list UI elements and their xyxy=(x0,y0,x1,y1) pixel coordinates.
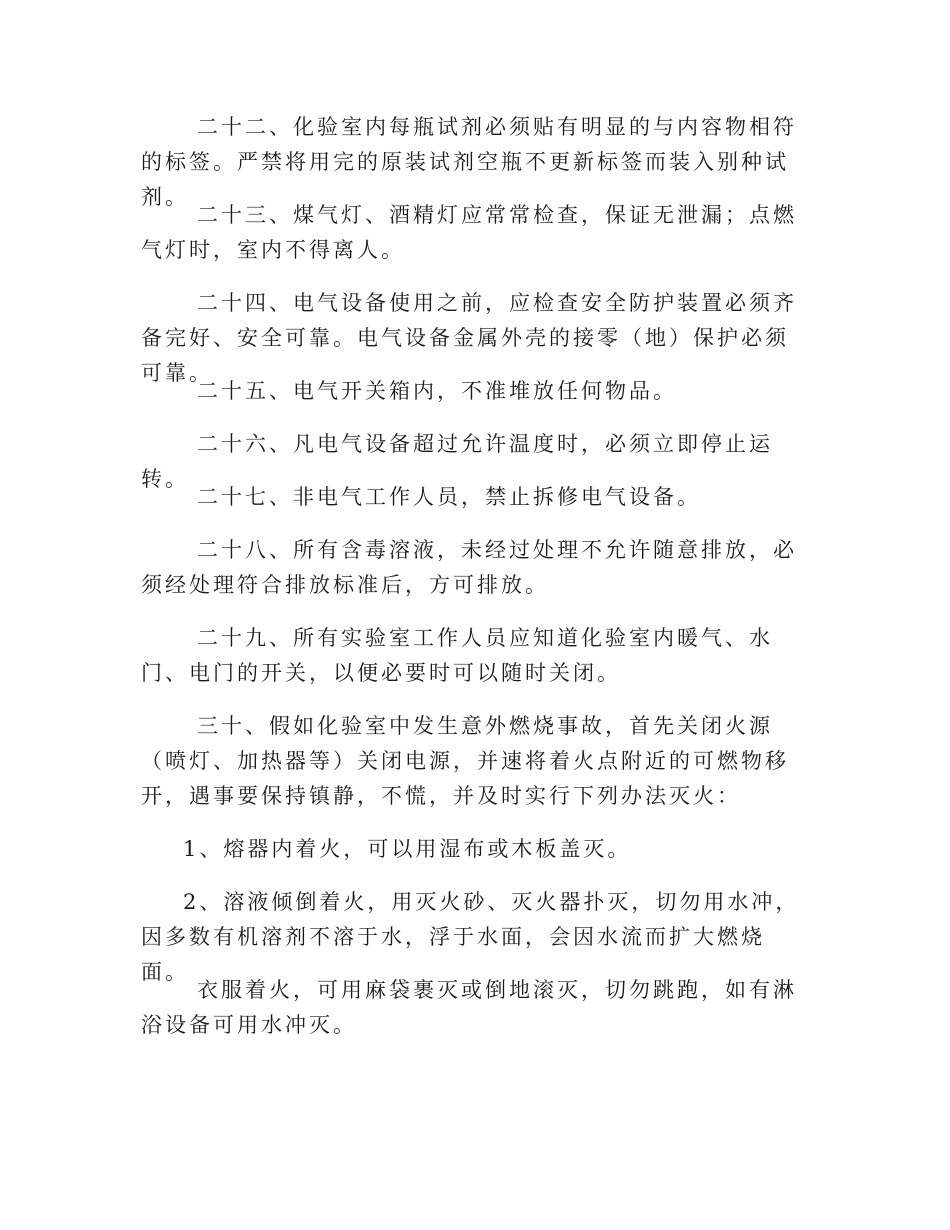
paragraph-29: 二十九、所有实验室工作人员应知道化验室内暖气、水门、电门的开关，以便必要时可以随时关闭。 xyxy=(141,626,773,685)
paragraph-22: 二十二、化验室内每瓶试剂必须贴有明显的与内容物相符的标签。严禁将用完的原装试剂空瓶不更新标签而装入别种试剂。 xyxy=(141,115,797,209)
paragraph-27: 二十七、非电气工作人员，禁止拆修电气设备。 xyxy=(197,485,701,509)
paragraph-28: 二十八、所有含毒溶液，未经过处理不允许随意排放，必须经处理符合排放标准后，方可排放。 xyxy=(141,538,797,597)
paragraph-clothing-fire: 衣服着火，可用麻袋裹灭或倒地滚灭，切勿跳跑，如有淋浴设备可用水冲灭。 xyxy=(141,978,797,1037)
paragraph-26: 二十六、凡电气设备超过允许温度时，必须立即停止运转。 xyxy=(141,432,773,491)
paragraph-25: 二十五、电气开关箱内，不准堆放任何物品。 xyxy=(197,379,677,403)
paragraph-30: 三十、假如化验室中发生意外燃烧事故，首先关闭火源（喷灯、加热器等）关闭电源，并速将着火点附近的可燃物移开，遇事要保持镇静，不慌，并及时实行下列办法灭火： xyxy=(141,714,789,808)
paragraph-23: 二十三、煤气灯、酒精灯应常常检查，保证无泄漏；点燃气灯时，室内不得离人。 xyxy=(141,203,797,262)
list-item-2: 2、溶液倾倒着火，用灭火砂、灭火器扑灭，切勿用水冲，因多数有机溶剂不溶于水，浮于水面，会因水流而扩大燃烧面。 xyxy=(141,890,800,984)
paragraph-24: 二十四、电气设备使用之前，应检查安全防护装置必须齐备完好、安全可靠。电气设备金属外壳的接零（地）保护必须可靠。 xyxy=(141,291,797,385)
list-item-1: 1、熔器内着火，可以用湿布或木板盖灭。 xyxy=(183,837,632,861)
